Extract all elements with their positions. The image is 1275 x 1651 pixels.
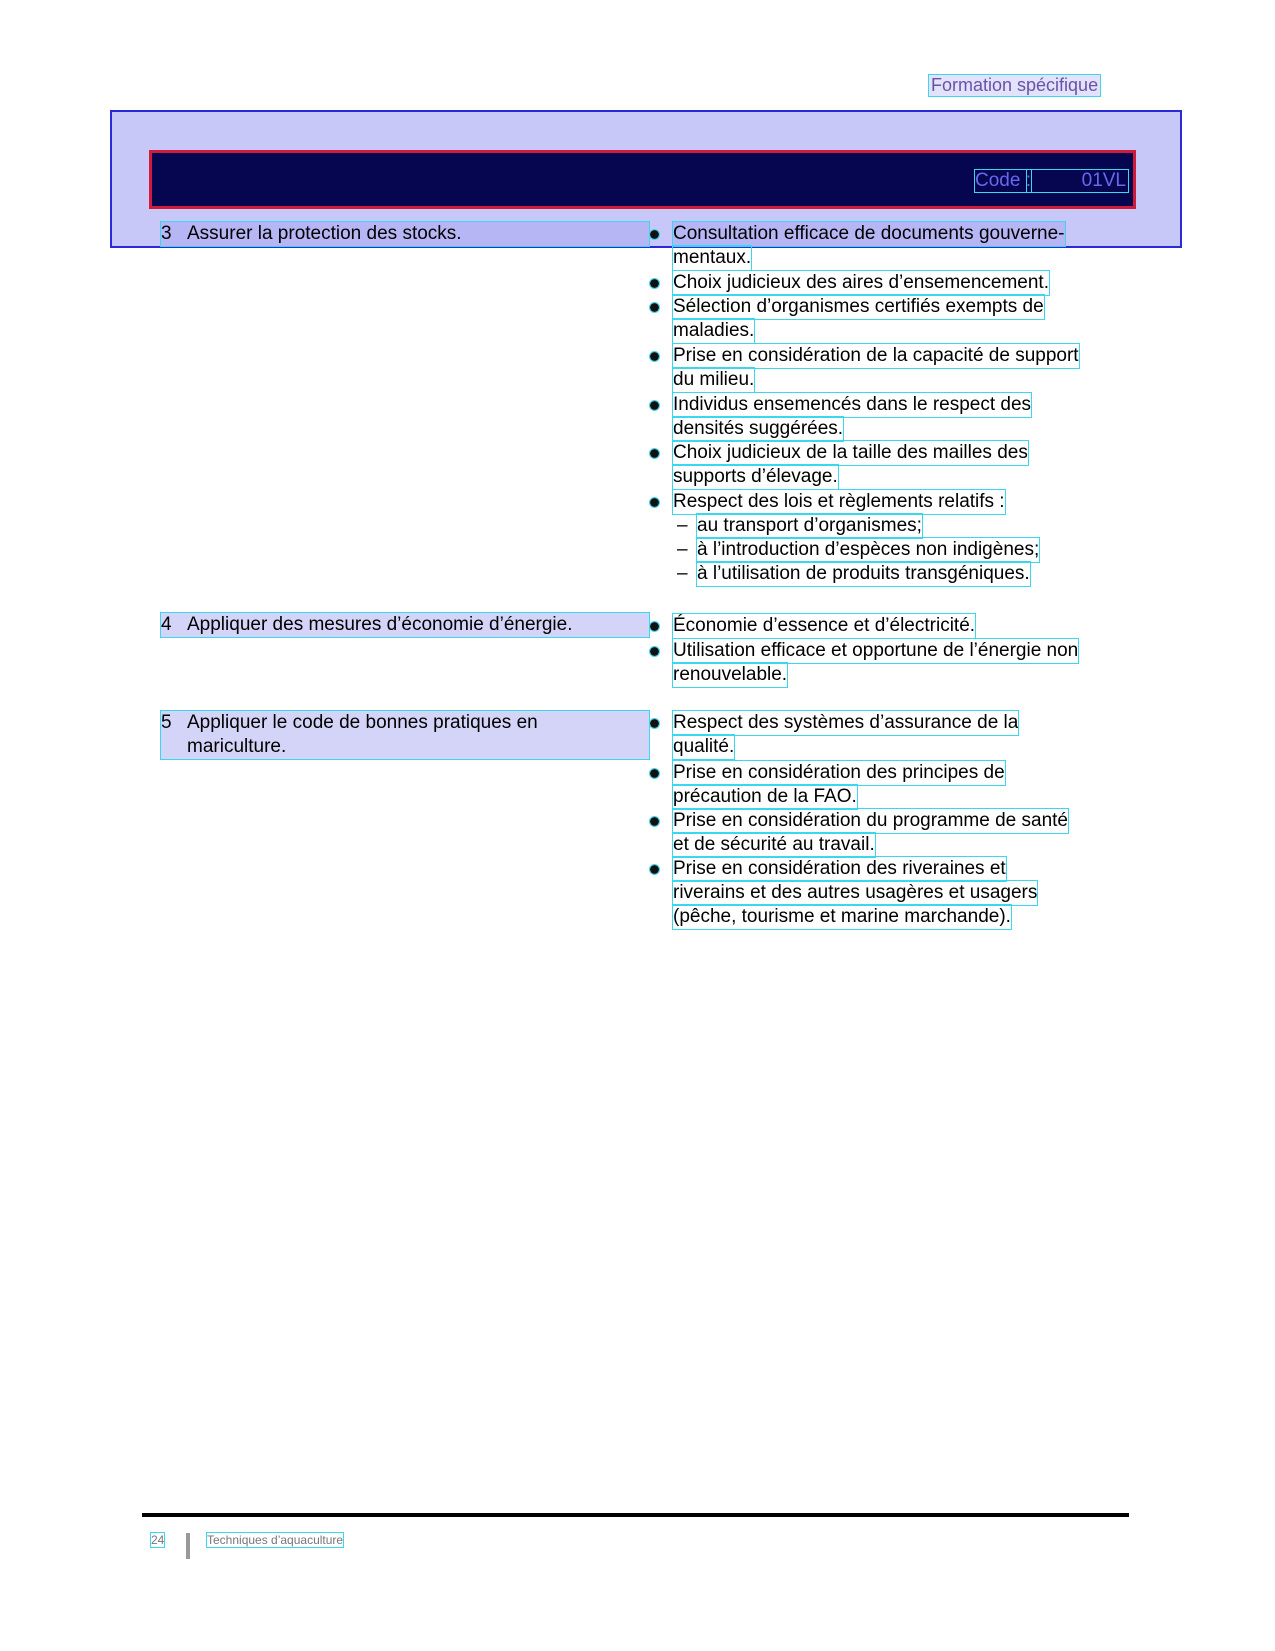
criterion-line: Respect des systèmes d’assurance de la: [673, 712, 1019, 733]
bullet-icon: [650, 647, 659, 656]
criterion-line: riverains et des autres usagères et usagers: [673, 882, 1038, 903]
task-number: 3: [161, 223, 172, 244]
task-number: 5: [161, 712, 172, 733]
sub-criterion: au transport d’organismes;: [697, 515, 922, 536]
criterion-line: Respect des lois et règlements relatifs :: [673, 491, 1005, 512]
sub-criterion: à l’utilisation de produits transgéniques.: [697, 563, 1030, 584]
criterion-line: densités suggérées.: [673, 418, 844, 439]
task-text: Assurer la protection des stocks.: [187, 223, 462, 244]
bullet-icon: [650, 352, 659, 361]
task-text: mariculture.: [187, 736, 287, 757]
footer-page-number: 24: [151, 1533, 165, 1547]
criterion-line: supports d’élevage.: [673, 466, 838, 487]
criterion-line: précaution de la FAO.: [673, 786, 857, 807]
bullet-icon: [650, 498, 659, 507]
criterion-line: Choix judicieux de la taille des mailles des: [673, 442, 1028, 463]
criterion-line: Choix judicieux des aires d’ensemencement.: [673, 272, 1049, 293]
bullet-icon: [650, 230, 659, 239]
bullet-icon: [650, 817, 659, 826]
page-header-section: Formation spécifique: [931, 75, 1099, 95]
criterion-line: du milieu.: [673, 369, 755, 390]
criterion-line: maladies.: [673, 320, 755, 341]
bullet-icon: [650, 769, 659, 778]
footer-title: Techniques d’aquaculture: [207, 1533, 344, 1547]
bullet-icon: [650, 303, 659, 312]
criterion-line: Utilisation efficace et opportune de l’énergie non: [673, 640, 1079, 661]
dash-icon: –: [677, 515, 688, 536]
footer-rule: [142, 1513, 1129, 1517]
bullet-icon: [650, 279, 659, 288]
bullet-icon: [650, 865, 659, 874]
bullet-icon: [650, 449, 659, 458]
criterion-line: Prise en considération de la capacité de support: [673, 345, 1079, 366]
sub-criterion: à l’introduction d’espèces non indigènes;: [697, 539, 1040, 560]
criterion-line: (pêche, tourisme et marine marchande).: [673, 906, 1011, 927]
criterion-line: Économie d’essence et d’électricité.: [673, 615, 976, 636]
bullet-icon: [650, 401, 659, 410]
task-5: [161, 711, 649, 759]
criterion-line: Individus ensemencés dans le respect des: [673, 394, 1032, 415]
criterion-line: Prise en considération des principes de: [673, 762, 1005, 783]
criterion-line: Consultation efficace de documents gouverne-: [673, 223, 1065, 244]
criterion-line: Prise en considération du programme de santé: [673, 810, 1069, 831]
bullet-icon: [650, 719, 659, 728]
task-text: Appliquer le code de bonnes pratiques en: [187, 712, 538, 733]
criterion-line: qualité.: [673, 736, 735, 757]
task-number: 4: [161, 614, 172, 635]
code-value: 01VL: [1027, 170, 1128, 192]
footer-divider: [186, 1533, 190, 1559]
dash-icon: –: [677, 539, 688, 560]
criterion-line: et de sécurité au travail.: [673, 834, 875, 855]
bullet-icon: [650, 622, 659, 631]
task-4: [161, 613, 649, 637]
criterion-line: Sélection d’organismes certifiés exempts de: [673, 296, 1044, 317]
criterion-line: mentaux.: [673, 247, 752, 268]
criterion-line: Prise en considération des riveraines et: [673, 858, 1006, 879]
task-text: Appliquer des mesures d’économie d’énergie.: [187, 614, 573, 635]
criterion-line: renouvelable.: [673, 664, 788, 685]
dash-icon: –: [677, 563, 688, 584]
task-3: [161, 222, 649, 246]
code-label: Code :: [975, 170, 1031, 191]
